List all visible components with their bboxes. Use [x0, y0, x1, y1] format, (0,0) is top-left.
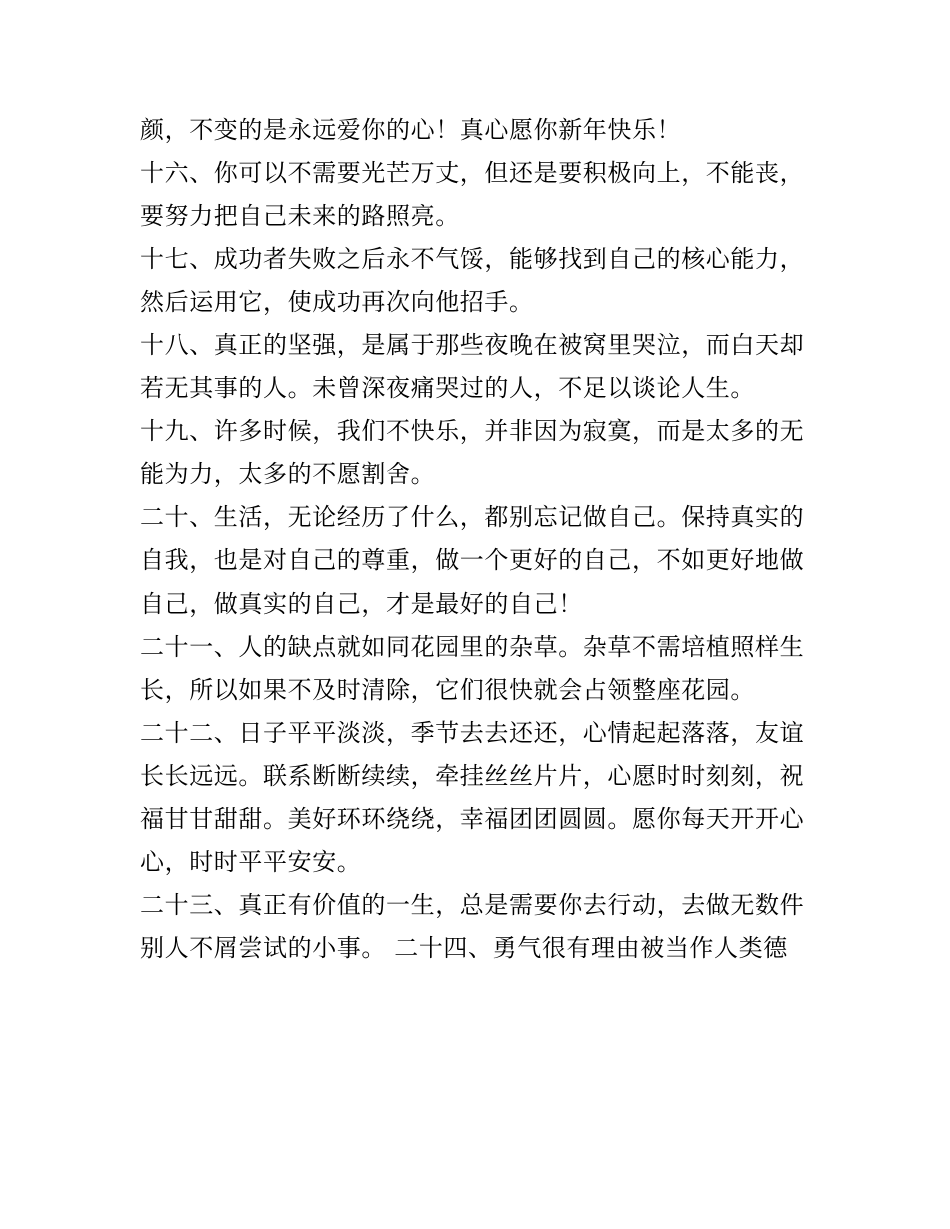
text-line: 要努力把自己未来的路照亮。 [140, 202, 460, 231]
text-line: 二十三、真正有价值的一生，总是需要你去行动，去做无数件 [140, 890, 805, 919]
text-line: 能为力，太多的不愿割舍。 [140, 460, 436, 489]
text-line: 十九、许多时候，我们不快乐，并非因为寂寞，而是太多的无 [140, 417, 805, 446]
text-line: 二十二、日子平平淡淡，季节去去还还，心情起起落落，友谊 [140, 718, 805, 747]
text-line: 十八、真正的坚强，是属于那些夜晚在被窝里哭泣，而白天却 [140, 331, 805, 360]
text-line: 福甘甘甜甜。美好环环绕绕，幸福团团圆圆。愿你每天开开心 [140, 804, 805, 833]
text-line: 二十一、人的缺点就如同花园里的杂草。杂草不需培植照样生 [140, 632, 805, 661]
text-line: 若无其事的人。未曾深夜痛哭过的人，不足以谈论人生。 [140, 374, 755, 403]
text-line: 自我，也是对自己的尊重，做一个更好的自己，不如更好地做 [140, 546, 805, 575]
document-body [140, 109, 830, 970]
text-line: 自己，做真实的自己，才是最好的自己！ [140, 589, 583, 618]
text-line: 别人不屑尝试的小事。 二十四、勇气很有理由被当作人类德 [140, 933, 788, 962]
text-line: 颜，不变的是永远爱你的心！真心愿你新年快乐！ [140, 116, 682, 144]
text-line: 心，时时平平安安。 [140, 847, 362, 876]
text-line: 十六、你可以不需要光芒万丈，但还是要积极向上，不能丧， [140, 159, 805, 188]
text-line: 长长远远。联系断断续续，牵挂丝丝片片，心愿时时刻刻，祝 [140, 761, 805, 790]
text-line: 然后运用它，使成功再次向他招手。 [140, 288, 534, 317]
text-line: 二十、生活，无论经历了什么，都别忘记做自己。保持真实的 [140, 503, 805, 532]
text-line: 十七、成功者失败之后永不气馁，能够找到自己的核心能力， [140, 245, 805, 274]
text-line: 长，所以如果不及时清除，它们很快就会占领整座花园。 [140, 675, 755, 704]
